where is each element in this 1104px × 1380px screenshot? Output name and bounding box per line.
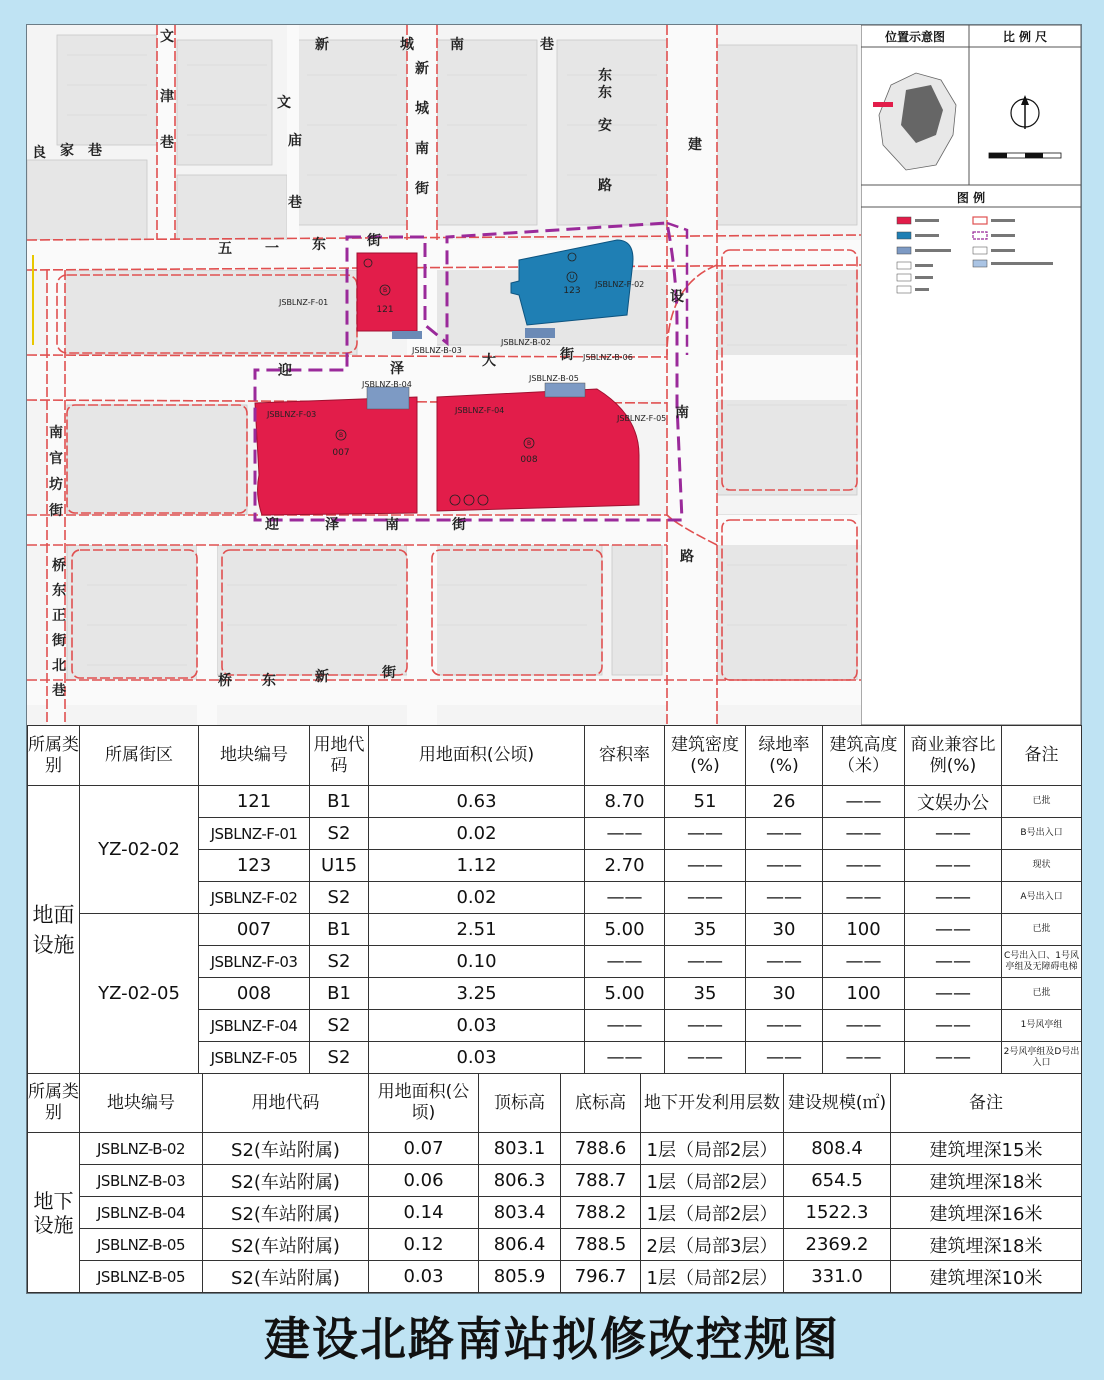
header-remarks: 备注 bbox=[891, 1074, 1082, 1133]
green-rate: —— bbox=[746, 850, 823, 882]
street-char: 巷 bbox=[52, 683, 66, 699]
far: —— bbox=[585, 946, 665, 978]
street-char: 坊 bbox=[49, 477, 63, 493]
label-jsblnz-b-04: JSBLNZ-B-04 bbox=[362, 380, 412, 389]
street-char: 家 bbox=[60, 143, 74, 159]
street-char: 一 bbox=[265, 241, 279, 257]
land-code: S2(车站附属) bbox=[203, 1197, 369, 1229]
density: —— bbox=[665, 946, 746, 978]
parcel-f01-small bbox=[392, 331, 422, 339]
street-char: 东 bbox=[598, 68, 612, 84]
plot-code: JSBLNZ-F-02 bbox=[199, 882, 310, 914]
label-jsblnz-b-05: JSBLNZ-B-05 bbox=[529, 374, 579, 383]
street-char: 新 bbox=[315, 669, 329, 685]
land-code: S2(车站附属) bbox=[203, 1229, 369, 1261]
density: —— bbox=[665, 818, 746, 850]
plot-code: 008 bbox=[199, 978, 310, 1010]
bottom-elevation: 796.7 bbox=[561, 1261, 641, 1293]
street-char: 南 bbox=[675, 405, 689, 421]
far: —— bbox=[585, 818, 665, 850]
remarks: 已批 bbox=[1002, 978, 1082, 1010]
land-area: 0.03 bbox=[369, 1010, 585, 1042]
street-char: 南 bbox=[49, 425, 63, 441]
scale: 331.0 bbox=[784, 1261, 891, 1293]
header-plot-code: 地块编号 bbox=[199, 726, 310, 786]
remarks: A号出入口 bbox=[1002, 882, 1082, 914]
green-rate: —— bbox=[746, 1010, 823, 1042]
bottom-elevation: 788.5 bbox=[561, 1229, 641, 1261]
header-density: 建筑密度(%) bbox=[665, 726, 746, 786]
land-area: 1.12 bbox=[369, 850, 585, 882]
top-elevation: 805.9 bbox=[479, 1261, 561, 1293]
parcel-f04-small bbox=[545, 383, 585, 397]
location-marker bbox=[873, 102, 893, 107]
street-char: 街 bbox=[49, 503, 63, 519]
land-code: B1 bbox=[310, 914, 369, 946]
height: 100 bbox=[823, 978, 905, 1010]
circle-mark-b-008: B bbox=[526, 440, 532, 447]
far: —— bbox=[585, 1010, 665, 1042]
commercial: —— bbox=[905, 818, 1002, 850]
land-area: 0.03 bbox=[369, 1042, 585, 1074]
far: 5.00 bbox=[585, 978, 665, 1010]
street-char: 街 bbox=[415, 181, 429, 197]
scale: 1522.3 bbox=[784, 1197, 891, 1229]
street-char: 良 bbox=[32, 145, 46, 161]
remarks: C号出入口、1号风亭组及无障碍电梯 bbox=[1002, 946, 1082, 978]
bottom-elevation: 788.7 bbox=[561, 1165, 641, 1197]
street-char: 文 bbox=[160, 29, 174, 45]
commercial: —— bbox=[905, 882, 1002, 914]
header-land-area: 用地面积(公顷) bbox=[369, 726, 585, 786]
location-map-title: 位置示意图 bbox=[884, 30, 945, 44]
street-char: 巷 bbox=[88, 143, 102, 159]
street-char: 街 bbox=[367, 233, 381, 249]
label-jsblnz-b-02: JSBLNZ-B-02 bbox=[501, 338, 551, 347]
parcel-f02-small bbox=[525, 328, 555, 338]
far: —— bbox=[585, 882, 665, 914]
street-char: 城 bbox=[415, 101, 429, 117]
plot-code: JSBLNZ-F-01 bbox=[199, 818, 310, 850]
floors: 1层（局部2层） bbox=[641, 1261, 784, 1293]
label-jsblnz-f-01: JSBLNZ-F-01 bbox=[279, 298, 329, 307]
label-jsblnz-f-02: JSBLNZ-F-02 bbox=[595, 280, 645, 289]
density: 35 bbox=[665, 914, 746, 946]
table-row bbox=[28, 1197, 1082, 1229]
density: —— bbox=[665, 1042, 746, 1074]
header-top-elevation: 顶标高 bbox=[479, 1074, 561, 1133]
land-code: S2 bbox=[310, 1042, 369, 1074]
header-land-code: 用地代码 bbox=[203, 1074, 369, 1133]
street-char: 北 bbox=[52, 658, 66, 674]
bottom-elevation: 788.2 bbox=[561, 1197, 641, 1229]
header-green-rate: 绿地率(%) bbox=[746, 726, 823, 786]
density: 35 bbox=[665, 978, 746, 1010]
label-jsblnz-f-05: JSBLNZ-F-05 bbox=[617, 414, 667, 423]
land-area: 0.07 bbox=[369, 1133, 479, 1165]
block-cell: YZ-02-02 bbox=[80, 786, 199, 914]
scale: 2369.2 bbox=[784, 1229, 891, 1261]
category-cell: 地面设施 bbox=[28, 786, 80, 1074]
table2-header-row bbox=[28, 1074, 1082, 1133]
land-area: 0.10 bbox=[369, 946, 585, 978]
legend-title: 图 例 bbox=[956, 191, 986, 205]
land-area: 0.14 bbox=[369, 1197, 479, 1229]
land-code: S2(车站附属) bbox=[203, 1165, 369, 1197]
header-bottom-elevation: 底标高 bbox=[561, 1074, 641, 1133]
street-char: 泽 bbox=[325, 517, 339, 533]
top-elevation: 806.4 bbox=[479, 1229, 561, 1261]
green-rate: —— bbox=[746, 946, 823, 978]
plot-code: JSBLNZ-F-04 bbox=[199, 1010, 310, 1042]
far: 5.00 bbox=[585, 914, 665, 946]
header-underground-floors: 地下开发利用层数 bbox=[641, 1074, 784, 1133]
green-rate: —— bbox=[746, 1042, 823, 1074]
land-code: B1 bbox=[310, 786, 369, 818]
street-char: 桥 bbox=[52, 558, 66, 574]
remarks: B号出入口 bbox=[1002, 818, 1082, 850]
land-code: S2 bbox=[310, 882, 369, 914]
street-char: 正 bbox=[52, 608, 66, 624]
density: 51 bbox=[665, 786, 746, 818]
street-char: 路 bbox=[598, 178, 612, 194]
floors: 1层（局部2层） bbox=[641, 1133, 784, 1165]
plot-code: 123 bbox=[199, 850, 310, 882]
green-rate: —— bbox=[746, 882, 823, 914]
street-char: 大 bbox=[482, 353, 496, 369]
plot-code: JSBLNZ-F-03 bbox=[199, 946, 310, 978]
remarks: 已批 bbox=[1002, 786, 1082, 818]
parcel-number-123: 123 bbox=[563, 286, 581, 296]
commercial: —— bbox=[905, 914, 1002, 946]
label-jsblnz-f-03: JSBLNZ-F-03 bbox=[267, 410, 317, 419]
street-char: 巷 bbox=[160, 135, 174, 151]
height: —— bbox=[823, 786, 905, 818]
table-row bbox=[28, 914, 1082, 946]
plot-code: JSBLNZ-B-04 bbox=[80, 1197, 203, 1229]
far: —— bbox=[585, 1042, 665, 1074]
top-elevation: 803.1 bbox=[479, 1133, 561, 1165]
floors: 1层（局部2层） bbox=[641, 1165, 784, 1197]
street-char: 南 bbox=[450, 37, 464, 53]
header-height: 建筑高度（米） bbox=[823, 726, 905, 786]
height: —— bbox=[823, 1042, 905, 1074]
scale: 808.4 bbox=[784, 1133, 891, 1165]
street-char: 路 bbox=[680, 549, 694, 565]
land-area: 0.02 bbox=[369, 882, 585, 914]
table-row bbox=[28, 1229, 1082, 1261]
street-char: 五 bbox=[218, 241, 232, 257]
plot-code: JSBLNZ-B-05 bbox=[80, 1261, 203, 1293]
density: —— bbox=[665, 850, 746, 882]
street-char: 官 bbox=[49, 451, 63, 467]
plot-code: JSBLNZ-B-02 bbox=[80, 1133, 203, 1165]
street-char: 东 bbox=[598, 85, 612, 101]
remarks: 建筑埋深16米 bbox=[891, 1197, 1082, 1229]
density: —— bbox=[665, 882, 746, 914]
header-category: 所属类别 bbox=[28, 726, 80, 786]
header-far: 容积率 bbox=[585, 726, 665, 786]
land-code: S2 bbox=[310, 818, 369, 850]
parcel-f03-small bbox=[367, 387, 409, 409]
header-land-code: 用地代码 bbox=[310, 726, 369, 786]
street-char: 庙 bbox=[288, 133, 302, 149]
remarks: 建筑埋深18米 bbox=[891, 1229, 1082, 1261]
commercial: 文娱办公 bbox=[905, 786, 1002, 818]
street-char: 津 bbox=[160, 89, 174, 105]
header-block: 所属街区 bbox=[80, 726, 199, 786]
land-area: 0.02 bbox=[369, 818, 585, 850]
plot-code: 007 bbox=[199, 914, 310, 946]
land-area: 0.12 bbox=[369, 1229, 479, 1261]
street-char: 巷 bbox=[288, 195, 302, 211]
street-char: 街 bbox=[52, 633, 66, 649]
height: —— bbox=[823, 882, 905, 914]
street-char: 东 bbox=[262, 673, 276, 689]
green-rate: 26 bbox=[746, 786, 823, 818]
block-cell: YZ-02-05 bbox=[80, 914, 199, 1074]
header-scale: 建设规模(㎡) bbox=[784, 1074, 891, 1133]
map-canvas bbox=[27, 25, 861, 725]
remarks: 建筑埋深18米 bbox=[891, 1165, 1082, 1197]
street-char: 东 bbox=[52, 583, 66, 599]
green-rate: 30 bbox=[746, 978, 823, 1010]
table-row bbox=[28, 1261, 1082, 1293]
remarks: 建筑埋深15米 bbox=[891, 1133, 1082, 1165]
street-char: 巷 bbox=[540, 37, 554, 53]
street-char: 城 bbox=[400, 37, 414, 53]
land-code: B1 bbox=[310, 978, 369, 1010]
plot-code: JSBLNZ-B-03 bbox=[80, 1165, 203, 1197]
header-remarks: 备注 bbox=[1002, 726, 1082, 786]
table-row bbox=[28, 1133, 1082, 1165]
table1-header-row bbox=[28, 726, 1082, 786]
header-land-area: 用地面积(公顷) bbox=[369, 1074, 479, 1133]
street-char: 设 bbox=[670, 289, 684, 305]
land-area: 3.25 bbox=[369, 978, 585, 1010]
remarks: 现状 bbox=[1002, 850, 1082, 882]
plot-code: JSBLNZ-F-05 bbox=[199, 1042, 310, 1074]
land-code: S2 bbox=[310, 946, 369, 978]
street-char: 泽 bbox=[390, 361, 404, 377]
green-rate: —— bbox=[746, 818, 823, 850]
land-area: 0.63 bbox=[369, 786, 585, 818]
street-char: 新 bbox=[415, 61, 429, 77]
commercial: —— bbox=[905, 850, 1002, 882]
street-char: 南 bbox=[385, 517, 399, 533]
street-char: 街 bbox=[452, 517, 466, 533]
commercial: —— bbox=[905, 1010, 1002, 1042]
header-category: 所属类别 bbox=[28, 1074, 80, 1133]
commercial: —— bbox=[905, 978, 1002, 1010]
density: —— bbox=[665, 1010, 746, 1042]
top-elevation: 806.3 bbox=[479, 1165, 561, 1197]
street-char: 迎 bbox=[265, 517, 279, 533]
land-code: S2(车站附属) bbox=[203, 1133, 369, 1165]
header-plot-code: 地块编号 bbox=[80, 1074, 203, 1133]
table-row bbox=[28, 786, 1082, 818]
page-title: 建设北路南站拟修改控规图 bbox=[264, 1312, 840, 1366]
far: 8.70 bbox=[585, 786, 665, 818]
street-char: 街 bbox=[382, 665, 396, 681]
street-char: 南 bbox=[415, 141, 429, 157]
height: —— bbox=[823, 818, 905, 850]
street-char: 安 bbox=[598, 118, 612, 134]
remarks: 1号风亭组 bbox=[1002, 1010, 1082, 1042]
scale: 654.5 bbox=[784, 1165, 891, 1197]
street-char: 新 bbox=[315, 37, 329, 53]
remarks: 2号风亭组及D号出入口 bbox=[1002, 1042, 1082, 1074]
side-panel-art bbox=[861, 25, 1081, 725]
land-area: 0.06 bbox=[369, 1165, 479, 1197]
height: —— bbox=[823, 850, 905, 882]
street-char: 街 bbox=[560, 347, 574, 363]
land-area: 2.51 bbox=[369, 914, 585, 946]
table-row bbox=[28, 1165, 1082, 1197]
street-char: 桥 bbox=[218, 673, 232, 689]
height: 100 bbox=[823, 914, 905, 946]
circle-mark-u-123: U bbox=[569, 274, 575, 281]
floors: 1层（局部2层） bbox=[641, 1197, 784, 1229]
top-elevation: 803.4 bbox=[479, 1197, 561, 1229]
remarks: 已批 bbox=[1002, 914, 1082, 946]
street-char: 东 bbox=[312, 237, 326, 253]
commercial: —— bbox=[905, 1042, 1002, 1074]
category-cell: 地下设施 bbox=[28, 1133, 80, 1293]
commercial: —— bbox=[905, 946, 1002, 978]
street-char: 迎 bbox=[278, 363, 292, 379]
height: —— bbox=[823, 1010, 905, 1042]
label-jsblnz-f-04: JSBLNZ-F-04 bbox=[455, 406, 505, 415]
parcel-number-007: 007 bbox=[332, 448, 350, 458]
street-char: 文 bbox=[277, 95, 291, 111]
floors: 2层（局部3层） bbox=[641, 1229, 784, 1261]
land-code: U15 bbox=[310, 850, 369, 882]
planning-map[interactable] bbox=[27, 25, 862, 726]
land-code: S2 bbox=[310, 1010, 369, 1042]
side-panel bbox=[861, 25, 1081, 726]
plot-code: JSBLNZ-B-05 bbox=[80, 1229, 203, 1261]
label-jsblnz-b-06: JSBLNZ-B-06 bbox=[583, 353, 633, 362]
plot-code: 121 bbox=[199, 786, 310, 818]
underground-facilities-table bbox=[27, 1073, 1082, 1293]
label-jsblnz-b-03: JSBLNZ-B-03 bbox=[412, 346, 462, 355]
circle-mark-b-007: B bbox=[338, 432, 344, 439]
scale-title: 比 例 尺 bbox=[1002, 30, 1048, 44]
land-area: 0.03 bbox=[369, 1261, 479, 1293]
height: —— bbox=[823, 946, 905, 978]
circle-mark-b-121: B bbox=[382, 287, 388, 294]
street-char: 建 bbox=[688, 137, 702, 153]
parcel-number-008: 008 bbox=[520, 455, 538, 465]
far: 2.70 bbox=[585, 850, 665, 882]
plan-sheet bbox=[26, 24, 1082, 1294]
remarks: 建筑埋深10米 bbox=[891, 1261, 1082, 1293]
land-code: S2(车站附属) bbox=[203, 1261, 369, 1293]
green-rate: 30 bbox=[746, 914, 823, 946]
parcel-number-121: 121 bbox=[376, 305, 394, 315]
header-commercial: 商业兼容比例(%) bbox=[905, 726, 1002, 786]
surface-facilities-table bbox=[27, 725, 1082, 1074]
bottom-elevation: 788.6 bbox=[561, 1133, 641, 1165]
